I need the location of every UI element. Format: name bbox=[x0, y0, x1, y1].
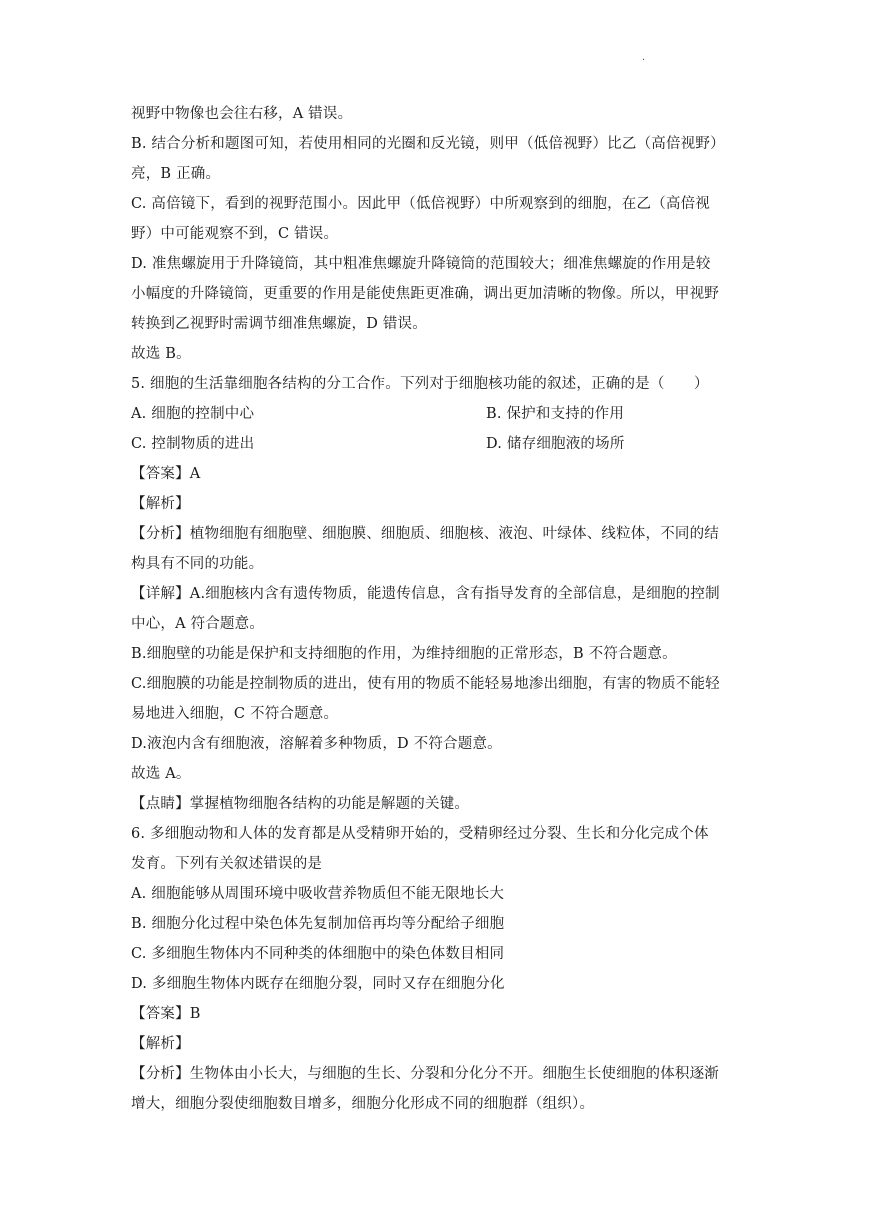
text-line: 野）中可能观察不到，C 错误。 bbox=[131, 226, 339, 242]
text-line: 发育。下列有关叙述错误的是 bbox=[131, 856, 323, 872]
text-line: 亮，B 正确。 bbox=[131, 166, 221, 182]
text-line: C. 高倍镜下，看到的视野范围小。因此甲（低倍视野）中所观察到的细胞，在乙（高倍视 bbox=[131, 196, 710, 212]
text-line: 【详解】A.细胞核内含有遗传物质，能遗传信息，含有指导发育的全部信息，是细胞的控制 bbox=[131, 586, 720, 602]
text-line: 【点睛】掌握植物细胞各结构的功能是解题的关键。 bbox=[131, 796, 470, 812]
text-line: 故选 A。 bbox=[131, 766, 191, 782]
question-5: 5. 细胞的生活靠细胞各结构的分工合作。下列对于细胞核功能的叙述，正确的是（ ） bbox=[131, 376, 709, 392]
analysis-label: 【解析】 bbox=[131, 1036, 190, 1052]
answer-label: 【答案】B bbox=[131, 1006, 201, 1022]
answer-label: 【答案】A bbox=[131, 466, 201, 482]
q6-option-b: B. 细胞分化过程中染色体先复制加倍再均等分配给子细胞 bbox=[131, 916, 505, 932]
text-line: 视野中物像也会往右移，A 错误。 bbox=[131, 106, 353, 122]
q5-option-c: C. 控制物质的进出 bbox=[131, 436, 255, 452]
q5-option-b: B. 保护和支持的作用 bbox=[486, 406, 625, 422]
text-line: 中心，A 符合题意。 bbox=[131, 616, 265, 632]
q6-option-d: D. 多细胞生物体内既存在细胞分裂，同时又存在细胞分化 bbox=[131, 976, 505, 992]
text-line: 易地进入细胞，C 不符合题意。 bbox=[131, 706, 339, 722]
analysis-label: 【解析】 bbox=[131, 496, 190, 512]
text-line: D.液泡内含有细胞液，溶解着多种物质，D 不符合题意。 bbox=[131, 736, 502, 752]
text-line: 【分析】植物细胞有细胞壁、细胞膜、细胞质、细胞核、液泡、叶绿体、线粒体，不同的结 bbox=[131, 526, 719, 542]
text-line: 构具有不同的功能。 bbox=[131, 556, 264, 572]
text-line: 【分析】生物体由小长大，与细胞的生长、分裂和分化分不开。细胞生长使细胞的体积逐渐 bbox=[131, 1066, 719, 1082]
text-line: B. 结合分析和题图可知，若使用相同的光圈和反光镜，则甲（低倍视野）比乙（高倍视野） bbox=[131, 136, 725, 152]
text-line: 故选 B。 bbox=[131, 346, 191, 362]
question-6: 6. 多细胞动物和人体的发育都是从受精卵开始的，受精卵经过分裂、生长和分化完成个体 bbox=[131, 826, 709, 842]
q6-option-a: A. 细胞能够从周围环境中吸收营养物质但不能无限地长大 bbox=[131, 886, 505, 902]
header-mark: . bbox=[642, 52, 646, 63]
text-line: 小幅度的升降镜筒，更重要的作用是能使焦距更准确，调出更加清晰的物像。所以，甲视野 bbox=[131, 286, 719, 302]
text-line: 转换到乙视野时需调节细准焦螺旋，D 错误。 bbox=[131, 316, 427, 332]
text-line: 增大，细胞分裂使细胞数目增多，细胞分化形成不同的细胞群（组织）。 bbox=[131, 1096, 595, 1112]
q5-option-a: A. 细胞的控制中心 bbox=[131, 406, 255, 422]
q6-option-c: C. 多细胞生物体内不同种类的体细胞中的染色体数目相同 bbox=[131, 946, 505, 962]
text-line: C.细胞膜的功能是控制物质的进出，使有用的物质不能轻易地渗出细胞，有害的物质不能轻 bbox=[131, 676, 720, 692]
q5-option-d: D. 储存细胞液的场所 bbox=[486, 436, 625, 452]
text-line: D. 准焦螺旋用于升降镜筒，其中粗准焦螺旋升降镜筒的范围较大；细准焦螺旋的作用是较 bbox=[131, 256, 711, 272]
text-line: B.细胞壁的功能是保护和支持细胞的作用，为维持细胞的正常形态，B 不符合题意。 bbox=[131, 646, 677, 662]
